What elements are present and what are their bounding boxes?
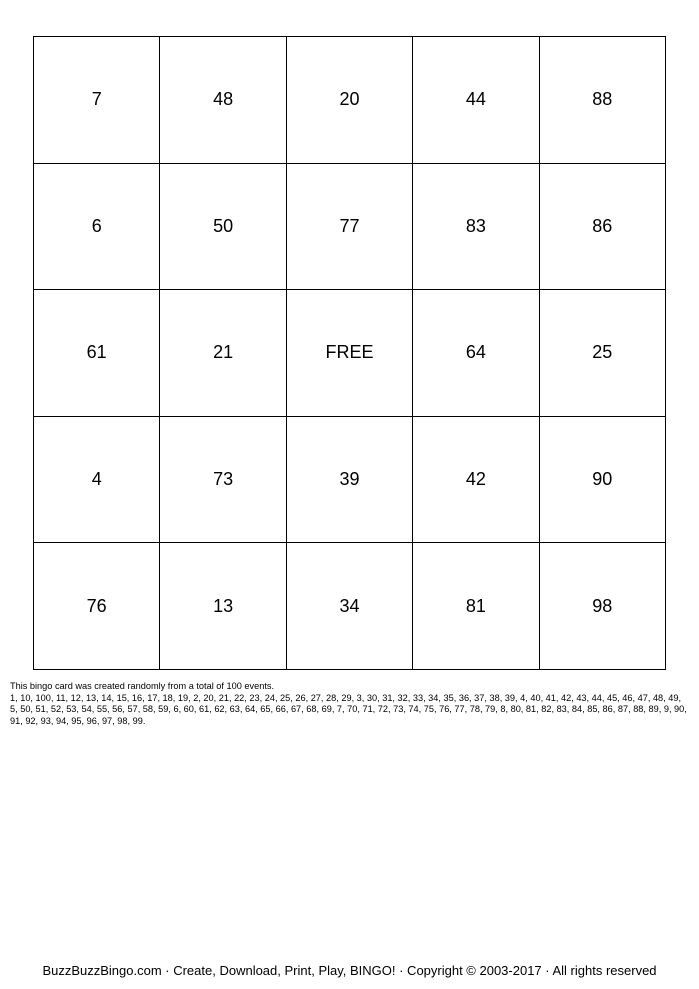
- bingo-cell-free: FREE: [287, 290, 413, 417]
- bingo-cell-r4-c3: 39: [287, 417, 413, 544]
- bingo-cell-r1-c4: 44: [413, 37, 539, 164]
- bingo-cell-r4-c4: 42: [413, 417, 539, 544]
- page-footer: BuzzBuzzBingo.com · Create, Download, Print, Play, BINGO! · Copyright © 2003-2017 · All rights reserved: [42, 963, 657, 978]
- bingo-cell-r1-c5: 88: [540, 37, 666, 164]
- bingo-cell-r5-c3: 34: [287, 543, 413, 670]
- bingo-cell-r3-c4: 64: [413, 290, 539, 417]
- bingo-cell-r5-c5: 98: [540, 543, 666, 670]
- bingo-cell-r1-c1: 7: [34, 37, 160, 164]
- bingo-cell-r2-c2: 50: [160, 164, 286, 291]
- bingo-cell-r4-c5: 90: [540, 417, 666, 544]
- bingo-cell-r5-c1: 76: [34, 543, 160, 670]
- bingo-cell-r4-c2: 73: [160, 417, 286, 544]
- bingo-cell-r4-c1: 4: [34, 417, 160, 544]
- bingo-card-grid: [33, 36, 666, 670]
- bingo-cell-r1-c3: 20: [287, 37, 413, 164]
- bingo-cell-r2-c1: 6: [34, 164, 160, 291]
- bingo-cell-r5-c2: 13: [160, 543, 286, 670]
- card-info-summary: This bingo card was created randomly from a total of 100 events.: [10, 681, 275, 691]
- bingo-cell-r2-c3: 77: [287, 164, 413, 291]
- bingo-cell-r2-c4: 83: [413, 164, 539, 291]
- bingo-cell-r3-c5: 25: [540, 290, 666, 417]
- bingo-cell-r3-c2: 21: [160, 290, 286, 417]
- bingo-cell-r5-c4: 81: [413, 543, 539, 670]
- card-info: [10, 681, 690, 727]
- bingo-cell-r3-c1: 61: [34, 290, 160, 417]
- card-events-list: 1, 10, 100, 11, 12, 13, 14, 15, 16, 17, 18, 19, 2, 20, 21, 22, 23, 24, 25, 26, 27, 28, 29, 3, 30, 31, 32, 33, 34, 35, 36, 37, 38, 39, 4, 40, 41, 42, 43, 44, 45, 46, 47, 48, 49, 5, 50, 51, 52, 53, 54, 55, 56, 57, 58, 59, 6, 60, 61, 62, 63, 64, 65, 66, 67, 68, 69, 7, 70, 71, 72, 73, 74, 75, 76, 77, 78, 79, 8, 80, 81, 82, 83, 84, 85, 86, 87, 88, 89, 9, 90, 91, 92, 93, 94, 95, 96, 97, 98, 99.: [10, 692, 687, 726]
- bingo-cell-r1-c2: 48: [160, 37, 286, 164]
- bingo-cell-r2-c5: 86: [540, 164, 666, 291]
